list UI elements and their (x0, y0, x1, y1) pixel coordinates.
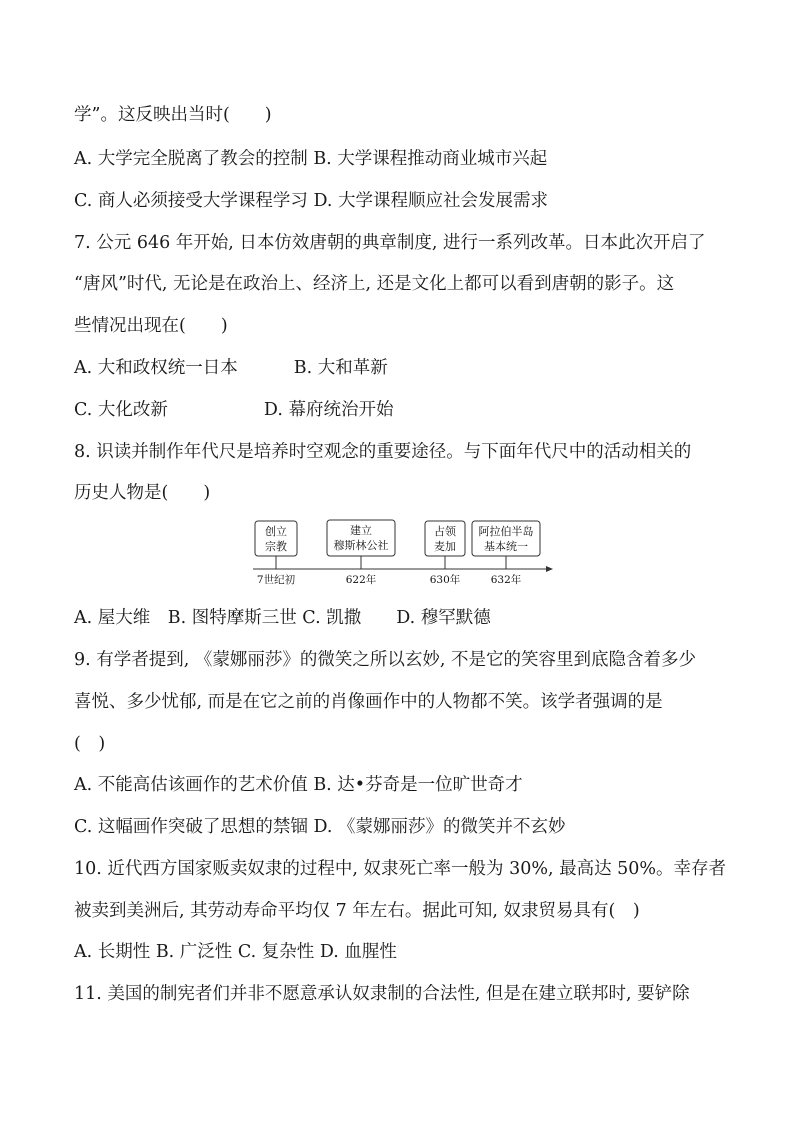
q7-option-d: D. 幕府统治开始 (263, 400, 394, 420)
timeline-year-label: 630年 (429, 574, 461, 586)
q9-stem-line1: 9. 有学者提到, 《蒙娜丽莎》的微笑之所以玄妙, 不是它的笑容里到底隐含着多少 (74, 650, 697, 670)
q6-options-ab: A. 大学完全脱离了教会的控制 B. 大学课程推动商业城市兴起 (74, 149, 548, 169)
q7-options-ab (74, 356, 388, 380)
q6-options-cd: C. 商人必须接受大学课程学习 D. 大学课程顺应社会发展需求 (74, 191, 548, 211)
q7-options-cd (74, 398, 393, 422)
q7-option-c: C. 大化改新 (74, 400, 168, 420)
q8-stem-line1: 8. 识读并制作年代尺是培养时空观念的重要途径。与下面年代尺中的活动相关的 (74, 442, 692, 462)
timeline-event-1 (255, 521, 297, 569)
q7-stem-line2: “唐风”时代, 无论是在政治上、经济上, 还是文化上都可以看到唐朝的影子。这 (74, 274, 675, 294)
timeline-event-label: 穆斯林公社 (333, 539, 389, 552)
q10-stem-line2: 被卖到美洲后, 其劳动寿命平均仅 7 年左右。据此可知, 奴隶贸易具有( ) (74, 901, 640, 921)
timeline-event-label: 麦加 (434, 540, 456, 553)
timeline-event-label: 宗教 (265, 540, 287, 553)
timeline-event-label: 基本统一 (484, 540, 528, 553)
q9-options-ab: A. 不能高估该画作的艺术价值 B. 达•芬奇是一位旷世奇才 (74, 775, 523, 795)
timeline-event-label: 占领 (434, 525, 456, 538)
q9-options-cd: C. 这幅画作突破了思想的禁锢 D. 《蒙娜丽莎》的微笑并不玄妙 (74, 817, 566, 837)
timeline-event-label: 创立 (265, 525, 287, 538)
q7-option-a: A. 大和政权统一日本 (74, 358, 238, 378)
q11-stem-line1: 11. 美国的制宪者们并非不愿意承认奴隶制的合法性, 但是在建立联邦时, 要铲除 (74, 984, 690, 1004)
timeline-year-label: 7世纪初 (256, 574, 296, 586)
q10-options: A. 长期性 B. 广泛性 C. 复杂性 D. 血腥性 (74, 942, 397, 962)
q8-options: A. 屋大维 B. 图特摩斯三世 C. 凯撒 D. 穆罕默德 (74, 608, 491, 628)
q7-stem-line3: 些情况出现在( ) (74, 316, 228, 336)
q10-stem-line1: 10. 近代西方国家贩卖奴隶的过程中, 奴隶死亡率一般为 30%, 最高达 50%。幸存者 (74, 859, 727, 879)
q6-stem-end: 学”。这反映出当时( ) (74, 105, 272, 125)
timeline-event-label: 阿拉伯半岛 (478, 525, 534, 538)
timeline-year-label: 622年 (345, 574, 377, 586)
timeline-arrow-icon (546, 566, 553, 572)
timeline-event-3 (425, 521, 465, 569)
timeline-event-2 (327, 520, 395, 569)
q7-stem-line1: 7. 公元 646 年开始, 日本仿效唐朝的典章制度, 进行一系列改革。日本此次开启了 (74, 233, 706, 253)
q9-stem-line2: 喜悦、多少忧郁, 而是在它之前的肖像画作中的人物都不笑。该学者强调的是 (74, 692, 663, 712)
timeline-event-label: 建立 (350, 524, 372, 537)
timeline-figure (248, 516, 558, 588)
timeline-event-4 (472, 521, 540, 569)
q8-stem-line2: 历史人物是( ) (74, 483, 211, 503)
q9-stem-line3: ( ) (74, 734, 106, 754)
q7-option-b: B. 大和革新 (293, 358, 388, 378)
timeline-year-label: 632年 (490, 574, 522, 586)
